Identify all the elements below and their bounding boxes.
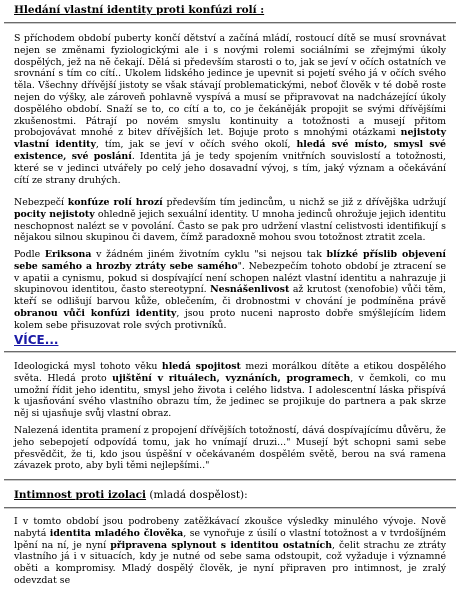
- paragraph-identity-3: Podle Eriksona v žádném jiném životním cyklu "si nejsou tak blízké příslib objevení sebe samého a hrozby ztráty sebe samého". Nebezpečím tohoto období je ztracení se v apatii a cynismu, pokud si dospívající není schopen nalézt vlastní identitu a nahrazuje ji skupinovou identitou, často stereotypní. Nesnášenlivost až krutost (xenofobie) vůči těm, kteří se odlišují barvou kůže, oblečením, či drobnostmi v chování je podmíněna právě obranou vůči konfúzi identity, jsou proto nuceni naprosto dobře smýšlejícím lidem kolem sebe přisuzovat role svých protivníků.: [14, 249, 446, 331]
- paragraph-ideology-2: Nalezená identita pramení z propojení dřívějších totožností, dává dospívajícímu důvěru, že jeho sebepojetí odpovídá tomu, jak ho vnímají druzi..." Musejí být schopni sami sebe přesvědčit, že ti, kdo jsou úspěšní v očekávaném dospělém světě, berou na svá ramena závazek proto, aby byli těmi nejlepšími..": [14, 425, 446, 472]
- paragraph-identity-1: S příchodem období puberty končí dětství a začíná mládí, rostoucí dítě se musí srovnávat nejen se změnami fyziologickými ale i s novými rolemi sociálními se zřejmými úkoly dospělých, jež na ně čekají. Dělá si především starosti o to, jak se jeví v očích ostatních ve srovnání s tím co cítí.. Ukolem lidského jedince je upevnit si pojetí svého já v očích svého těla. Všechny dřívější jistoty se však stávají problematickými, neboť člověk v té době roste nejen do výšky, ale zároveň pohlavně vyspívá a musí se připravovat na nadcházející úkoly dospělého období. Snaží se to, co cítí a to, co je čekáněják propojit se svými dřívějšími zkušenostmi. Pátrají po novém smyslu kontinuity a totožnosti a musejí přitom probojovávat mnohé z bitev dřívějších let. Bojuje proto s mnohými otázkami nejistoty vlastní identity, tím, jak se jeví v očích svého okolí, hledá své místo, smysl své existence, své poslání. Identita já je tedy spojením vnitřních souvislostí a totožnosti, které se v jedinci utvářely po celý jeho dosavadní vývoj, s tím, jaký význam a očekávání cítí ze strany druhých.: [14, 33, 447, 186]
- divider: [4, 507, 456, 508]
- divider: [4, 479, 456, 480]
- paragraph-intimacy-1: I v tomto období jsou podrobeny zatěžkávací zkoušce výsledky minulého vývoje. Nově nabytá identita mladého člověka, se vynořuje z úsilí o vlastní totožnost a v tvrdošíjném lpění na ní, je nyní připravena splynout s identitou ostatních, čelit strachu ze ztráty vlastního já i v situacích, kdy je nutné od sebe sama odstoupit, což vyžaduje i významné oběti a kompromisy. Mladý dospělý člověk, je nyní připraven pro intimnost, je zralý odevzdat se: [14, 516, 447, 586]
- paragraph-ideology-1: Ideologická mysl tohoto věku hledá spojitost mezi morálkou dítěte a etikou dospělého světa. Hledá proto ujištění v rituálech, vyznáních, programech, v čemkoli, co mu umožní řídit jeho identitu, smysl jeho života i celého lidstva. I adolescentní láska přispívá k ujasňování svého vlastního obrazu tím, že jedinec se projikuje do partnera a pak skrze něj si ujasňuje svůj vlastní obraz.: [14, 361, 447, 420]
- divider: [4, 351, 456, 352]
- divider: [4, 22, 456, 23]
- paragraph-identity-2: Nebezpečí konfúze rolí hrozí především tím jedincům, u nichž se již z dřívějška udržují pocity nejistoty ohledně jejich sexuální identity. U mnoha jedinců ohrožuje jejich identitu neschopnost nalézt se v povolání. Často se pak pro udržení vlastní celistvosti identifikují s nějakou silnou skupinou či davem, čímž paradoxně mohou svou totožnost ztratit zcela.: [14, 197, 447, 244]
- section-heading-intimacy: Intimnost proti izolaci (mladá dospělost):: [14, 489, 248, 501]
- section-heading-identity: Hledání vlastní identity proti konfúzi rolí :: [14, 4, 265, 16]
- more-link[interactable]: VÍCE...: [14, 333, 59, 347]
